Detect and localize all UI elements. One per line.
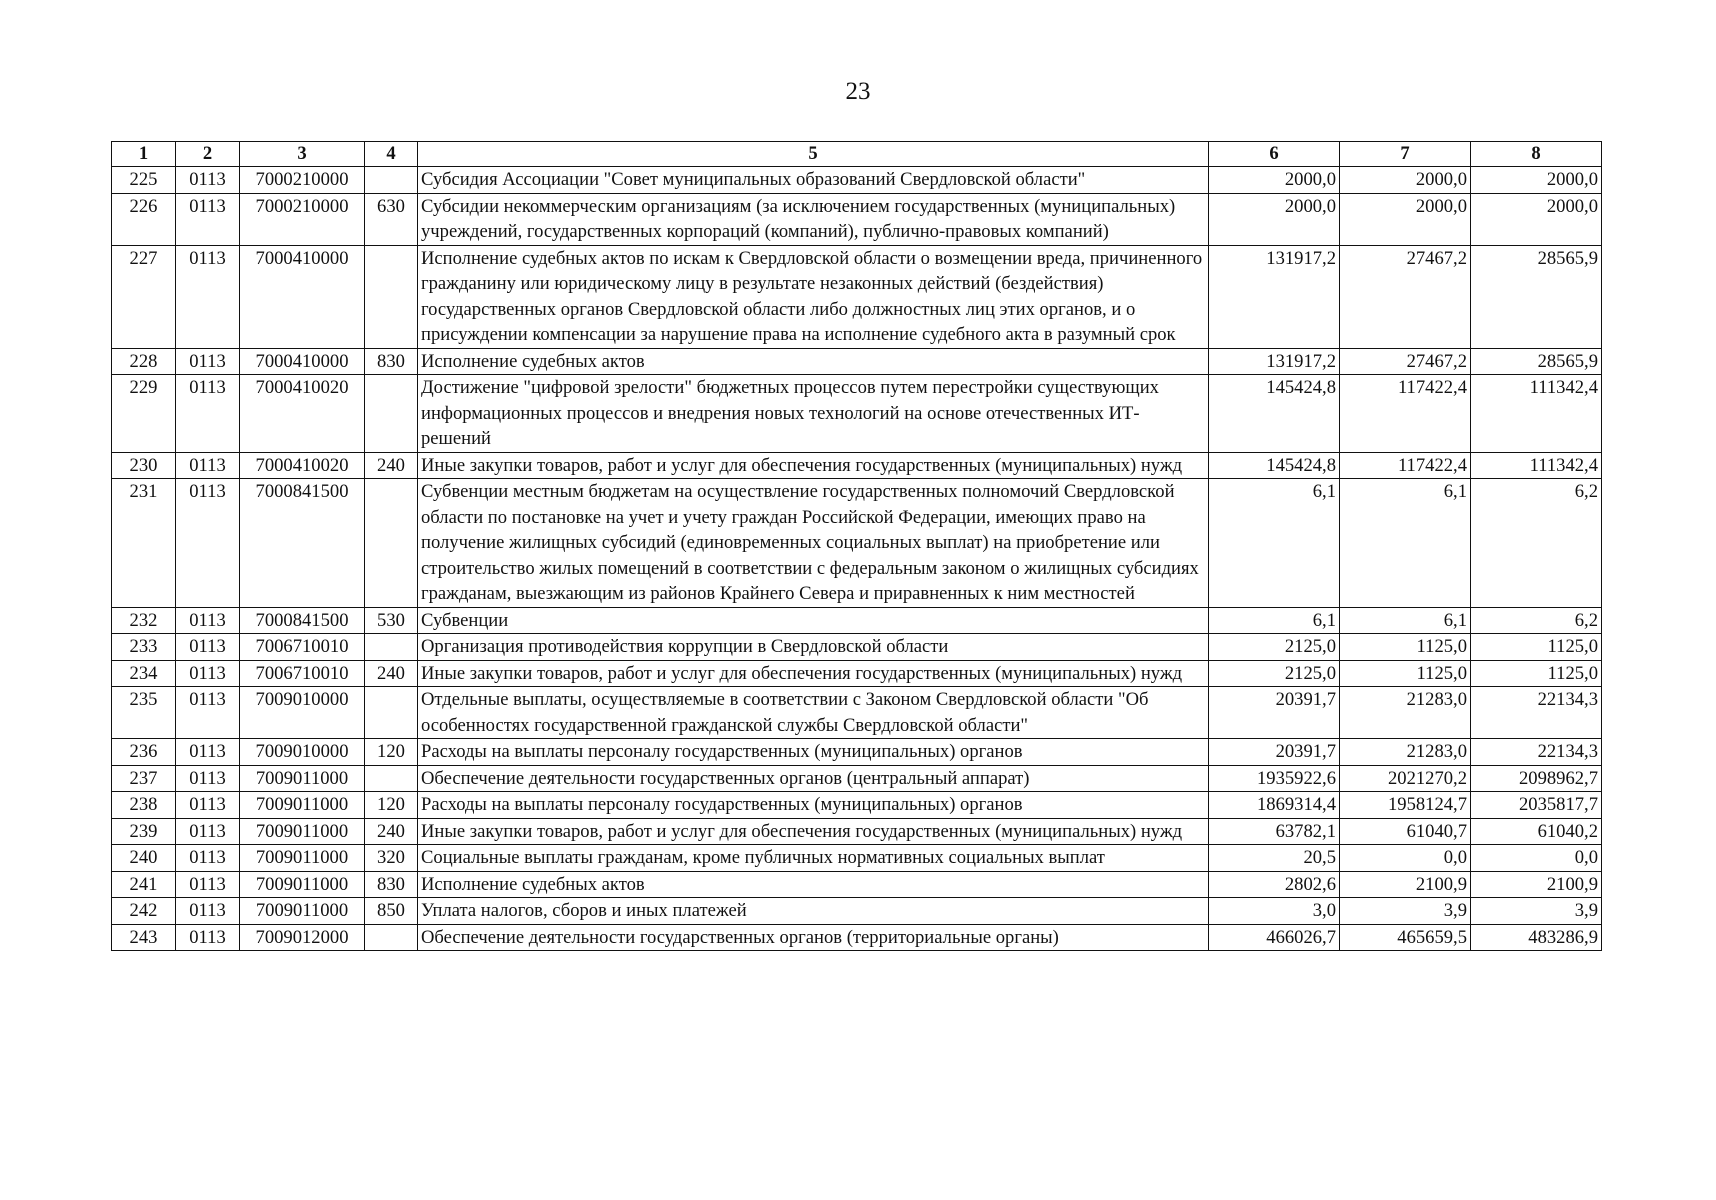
expense-type-cell: 630 bbox=[365, 193, 418, 245]
expense-type-cell bbox=[365, 479, 418, 608]
expense-type-cell bbox=[365, 167, 418, 194]
table-row bbox=[112, 634, 1602, 661]
expense-type-cell bbox=[365, 634, 418, 661]
target-article-cell: 7000410000 bbox=[240, 245, 365, 348]
amount-year1-cell: 2802,6 bbox=[1209, 871, 1340, 898]
row-number-cell: 238 bbox=[112, 792, 176, 819]
amount-year2-cell: 3,9 bbox=[1340, 898, 1471, 925]
amount-year1-cell: 2000,0 bbox=[1209, 167, 1340, 194]
amount-year1-cell: 2125,0 bbox=[1209, 634, 1340, 661]
item-name-cell: Расходы на выплаты персоналу государственных (муниципальных) органов bbox=[418, 739, 1209, 766]
item-name-cell: Социальные выплаты гражданам, кроме публичных нормативных социальных выплат bbox=[418, 845, 1209, 872]
amount-year1-cell: 3,0 bbox=[1209, 898, 1340, 925]
amount-year3-cell: 1125,0 bbox=[1471, 660, 1602, 687]
amount-year3-cell: 2000,0 bbox=[1471, 167, 1602, 194]
target-article-cell: 7009011000 bbox=[240, 871, 365, 898]
amount-year2-cell: 6,1 bbox=[1340, 479, 1471, 608]
amount-year2-cell: 117422,4 bbox=[1340, 375, 1471, 453]
amount-year1-cell: 20391,7 bbox=[1209, 687, 1340, 739]
amount-year2-cell: 21283,0 bbox=[1340, 739, 1471, 766]
section-code-cell: 0113 bbox=[176, 765, 240, 792]
item-name-cell: Исполнение судебных актов по искам к Свердловской области о возмещении вреда, причиненного гражданину или юридическому лицу в результате незаконных действий (бездействия) государственных органов Свердловской области либо должностных лиц этих органов, и о присуждении компенсации за нарушение права на исполнение судебного акта в разумный срок bbox=[418, 245, 1209, 348]
section-code-cell: 0113 bbox=[176, 245, 240, 348]
item-name-cell: Субвенции bbox=[418, 607, 1209, 634]
section-code-cell: 0113 bbox=[176, 924, 240, 951]
target-article-cell: 7009011000 bbox=[240, 765, 365, 792]
section-code-cell: 0113 bbox=[176, 634, 240, 661]
section-code-cell: 0113 bbox=[176, 607, 240, 634]
expense-type-cell: 320 bbox=[365, 845, 418, 872]
amount-year3-cell: 111342,4 bbox=[1471, 452, 1602, 479]
section-code-cell: 0113 bbox=[176, 739, 240, 766]
expense-type-cell: 530 bbox=[365, 607, 418, 634]
section-code-cell: 0113 bbox=[176, 193, 240, 245]
item-name-cell: Исполнение судебных актов bbox=[418, 348, 1209, 375]
item-name-cell: Организация противодействия коррупции в Свердловской области bbox=[418, 634, 1209, 661]
table-row bbox=[112, 765, 1602, 792]
row-number-cell: 239 bbox=[112, 818, 176, 845]
amount-year3-cell: 22134,3 bbox=[1471, 687, 1602, 739]
row-number-cell: 236 bbox=[112, 739, 176, 766]
expense-type-cell: 240 bbox=[365, 818, 418, 845]
expense-type-cell bbox=[365, 245, 418, 348]
table-row bbox=[112, 924, 1602, 951]
expense-type-cell: 830 bbox=[365, 871, 418, 898]
amount-year1-cell: 20391,7 bbox=[1209, 739, 1340, 766]
expense-type-cell: 240 bbox=[365, 452, 418, 479]
column-header: 8 bbox=[1471, 142, 1602, 167]
row-number-cell: 231 bbox=[112, 479, 176, 608]
amount-year1-cell: 131917,2 bbox=[1209, 348, 1340, 375]
column-header: 6 bbox=[1209, 142, 1340, 167]
expense-type-cell: 830 bbox=[365, 348, 418, 375]
expense-type-cell bbox=[365, 375, 418, 453]
target-article-cell: 7009010000 bbox=[240, 687, 365, 739]
table-row bbox=[112, 167, 1602, 194]
target-article-cell: 7000210000 bbox=[240, 167, 365, 194]
amount-year1-cell: 1869314,4 bbox=[1209, 792, 1340, 819]
expense-type-cell: 120 bbox=[365, 739, 418, 766]
target-article-cell: 7000410020 bbox=[240, 452, 365, 479]
table-row bbox=[112, 818, 1602, 845]
table-row bbox=[112, 193, 1602, 245]
row-number-cell: 229 bbox=[112, 375, 176, 453]
amount-year2-cell: 0,0 bbox=[1340, 845, 1471, 872]
section-code-cell: 0113 bbox=[176, 452, 240, 479]
row-number-cell: 227 bbox=[112, 245, 176, 348]
target-article-cell: 7006710010 bbox=[240, 634, 365, 661]
item-name-cell: Обеспечение деятельности государственных органов (территориальные органы) bbox=[418, 924, 1209, 951]
amount-year1-cell: 131917,2 bbox=[1209, 245, 1340, 348]
amount-year3-cell: 111342,4 bbox=[1471, 375, 1602, 453]
target-article-cell: 7009010000 bbox=[240, 739, 365, 766]
budget-table bbox=[111, 141, 1602, 951]
item-name-cell: Исполнение судебных актов bbox=[418, 871, 1209, 898]
item-name-cell: Уплата налогов, сборов и иных платежей bbox=[418, 898, 1209, 925]
table-row bbox=[112, 687, 1602, 739]
target-article-cell: 7009011000 bbox=[240, 818, 365, 845]
target-article-cell: 7009011000 bbox=[240, 845, 365, 872]
table-row bbox=[112, 845, 1602, 872]
target-article-cell: 7000841500 bbox=[240, 607, 365, 634]
amount-year3-cell: 2000,0 bbox=[1471, 193, 1602, 245]
expense-type-cell bbox=[365, 765, 418, 792]
amount-year3-cell: 28565,9 bbox=[1471, 245, 1602, 348]
section-code-cell: 0113 bbox=[176, 792, 240, 819]
row-number-cell: 240 bbox=[112, 845, 176, 872]
expense-type-cell: 240 bbox=[365, 660, 418, 687]
amount-year2-cell: 2000,0 bbox=[1340, 193, 1471, 245]
amount-year2-cell: 27467,2 bbox=[1340, 245, 1471, 348]
section-code-cell: 0113 bbox=[176, 375, 240, 453]
amount-year2-cell: 1125,0 bbox=[1340, 660, 1471, 687]
row-number-cell: 242 bbox=[112, 898, 176, 925]
amount-year3-cell: 3,9 bbox=[1471, 898, 1602, 925]
expense-type-cell bbox=[365, 687, 418, 739]
amount-year3-cell: 0,0 bbox=[1471, 845, 1602, 872]
table-row bbox=[112, 452, 1602, 479]
item-name-cell: Достижение "цифровой зрелости" бюджетных процессов путем перестройки существующих информационных процессов и внедрения новых технологий на основе отечественных ИТ-решений bbox=[418, 375, 1209, 453]
table-row bbox=[112, 348, 1602, 375]
section-code-cell: 0113 bbox=[176, 871, 240, 898]
amount-year1-cell: 2000,0 bbox=[1209, 193, 1340, 245]
column-header: 7 bbox=[1340, 142, 1471, 167]
section-code-cell: 0113 bbox=[176, 660, 240, 687]
amount-year2-cell: 6,1 bbox=[1340, 607, 1471, 634]
table-body bbox=[112, 167, 1602, 951]
amount-year2-cell: 2021270,2 bbox=[1340, 765, 1471, 792]
target-article-cell: 7000410000 bbox=[240, 348, 365, 375]
item-name-cell: Отдельные выплаты, осуществляемые в соответствии с Законом Свердловской области "Об особенностях государственной гражданской службы Свердловской области" bbox=[418, 687, 1209, 739]
amount-year2-cell: 1958124,7 bbox=[1340, 792, 1471, 819]
amount-year1-cell: 20,5 bbox=[1209, 845, 1340, 872]
item-name-cell: Иные закупки товаров, работ и услуг для обеспечения государственных (муниципальных) нужд bbox=[418, 452, 1209, 479]
amount-year1-cell: 1935922,6 bbox=[1209, 765, 1340, 792]
amount-year3-cell: 28565,9 bbox=[1471, 348, 1602, 375]
amount-year3-cell: 61040,2 bbox=[1471, 818, 1602, 845]
row-number-cell: 243 bbox=[112, 924, 176, 951]
table-row bbox=[112, 607, 1602, 634]
expense-type-cell bbox=[365, 924, 418, 951]
row-number-cell: 233 bbox=[112, 634, 176, 661]
row-number-cell: 230 bbox=[112, 452, 176, 479]
amount-year2-cell: 2100,9 bbox=[1340, 871, 1471, 898]
amount-year2-cell: 27467,2 bbox=[1340, 348, 1471, 375]
amount-year1-cell: 6,1 bbox=[1209, 607, 1340, 634]
target-article-cell: 7009011000 bbox=[240, 792, 365, 819]
row-number-cell: 228 bbox=[112, 348, 176, 375]
table-row bbox=[112, 871, 1602, 898]
item-name-cell: Иные закупки товаров, работ и услуг для обеспечения государственных (муниципальных) нужд bbox=[418, 660, 1209, 687]
table-row bbox=[112, 375, 1602, 453]
column-header: 5 bbox=[418, 142, 1209, 167]
item-name-cell: Иные закупки товаров, работ и услуг для обеспечения государственных (муниципальных) нужд bbox=[418, 818, 1209, 845]
amount-year3-cell: 6,2 bbox=[1471, 607, 1602, 634]
expense-type-cell: 850 bbox=[365, 898, 418, 925]
table-row bbox=[112, 898, 1602, 925]
column-header: 1 bbox=[112, 142, 176, 167]
amount-year1-cell: 2125,0 bbox=[1209, 660, 1340, 687]
column-header: 4 bbox=[365, 142, 418, 167]
row-number-cell: 232 bbox=[112, 607, 176, 634]
section-code-cell: 0113 bbox=[176, 167, 240, 194]
row-number-cell: 234 bbox=[112, 660, 176, 687]
amount-year3-cell: 1125,0 bbox=[1471, 634, 1602, 661]
section-code-cell: 0113 bbox=[176, 898, 240, 925]
row-number-cell: 237 bbox=[112, 765, 176, 792]
amount-year3-cell: 483286,9 bbox=[1471, 924, 1602, 951]
target-article-cell: 7009011000 bbox=[240, 898, 365, 925]
amount-year2-cell: 61040,7 bbox=[1340, 818, 1471, 845]
amount-year3-cell: 22134,3 bbox=[1471, 739, 1602, 766]
amount-year1-cell: 63782,1 bbox=[1209, 818, 1340, 845]
amount-year1-cell: 6,1 bbox=[1209, 479, 1340, 608]
item-name-cell: Обеспечение деятельности государственных органов (центральный аппарат) bbox=[418, 765, 1209, 792]
row-number-cell: 235 bbox=[112, 687, 176, 739]
target-article-cell: 7006710010 bbox=[240, 660, 365, 687]
target-article-cell: 7009012000 bbox=[240, 924, 365, 951]
item-name-cell: Субсидия Ассоциации "Совет муниципальных образований Свердловской области" bbox=[418, 167, 1209, 194]
amount-year1-cell: 145424,8 bbox=[1209, 375, 1340, 453]
amount-year2-cell: 117422,4 bbox=[1340, 452, 1471, 479]
table-row bbox=[112, 479, 1602, 608]
table-header-row bbox=[112, 142, 1602, 167]
amount-year2-cell: 21283,0 bbox=[1340, 687, 1471, 739]
table-row bbox=[112, 245, 1602, 348]
table-row bbox=[112, 660, 1602, 687]
expense-type-cell: 120 bbox=[365, 792, 418, 819]
amount-year1-cell: 466026,7 bbox=[1209, 924, 1340, 951]
row-number-cell: 226 bbox=[112, 193, 176, 245]
column-header: 3 bbox=[240, 142, 365, 167]
item-name-cell: Расходы на выплаты персоналу государственных (муниципальных) органов bbox=[418, 792, 1209, 819]
target-article-cell: 7000841500 bbox=[240, 479, 365, 608]
amount-year2-cell: 1125,0 bbox=[1340, 634, 1471, 661]
section-code-cell: 0113 bbox=[176, 818, 240, 845]
target-article-cell: 7000210000 bbox=[240, 193, 365, 245]
page-number: 23 bbox=[845, 78, 871, 105]
amount-year3-cell: 2035817,7 bbox=[1471, 792, 1602, 819]
row-number-cell: 241 bbox=[112, 871, 176, 898]
amount-year2-cell: 2000,0 bbox=[1340, 167, 1471, 194]
amount-year3-cell: 2098962,7 bbox=[1471, 765, 1602, 792]
section-code-cell: 0113 bbox=[176, 479, 240, 608]
column-header: 2 bbox=[176, 142, 240, 167]
row-number-cell: 225 bbox=[112, 167, 176, 194]
section-code-cell: 0113 bbox=[176, 845, 240, 872]
amount-year1-cell: 145424,8 bbox=[1209, 452, 1340, 479]
table-row bbox=[112, 739, 1602, 766]
item-name-cell: Субсидии некоммерческим организациям (за исключением государственных (муниципальных) учреждений, государственных корпораций (компаний), публично-правовых компаний) bbox=[418, 193, 1209, 245]
amount-year3-cell: 6,2 bbox=[1471, 479, 1602, 608]
amount-year2-cell: 465659,5 bbox=[1340, 924, 1471, 951]
section-code-cell: 0113 bbox=[176, 687, 240, 739]
item-name-cell: Субвенции местным бюджетам на осуществление государственных полномочий Свердловской области по постановке на учет и учету граждан Российской Федерации, имеющих право на получение жилищных субсидий (единовременных социальных выплат) на приобретение или строительство жилых помещений в соответствии с федеральным законом о жилищных субсидиях гражданам, выезжающим из районов Крайнего Севера и приравненных к ним местностей bbox=[418, 479, 1209, 608]
target-article-cell: 7000410020 bbox=[240, 375, 365, 453]
table-row bbox=[112, 792, 1602, 819]
section-code-cell: 0113 bbox=[176, 348, 240, 375]
amount-year3-cell: 2100,9 bbox=[1471, 871, 1602, 898]
